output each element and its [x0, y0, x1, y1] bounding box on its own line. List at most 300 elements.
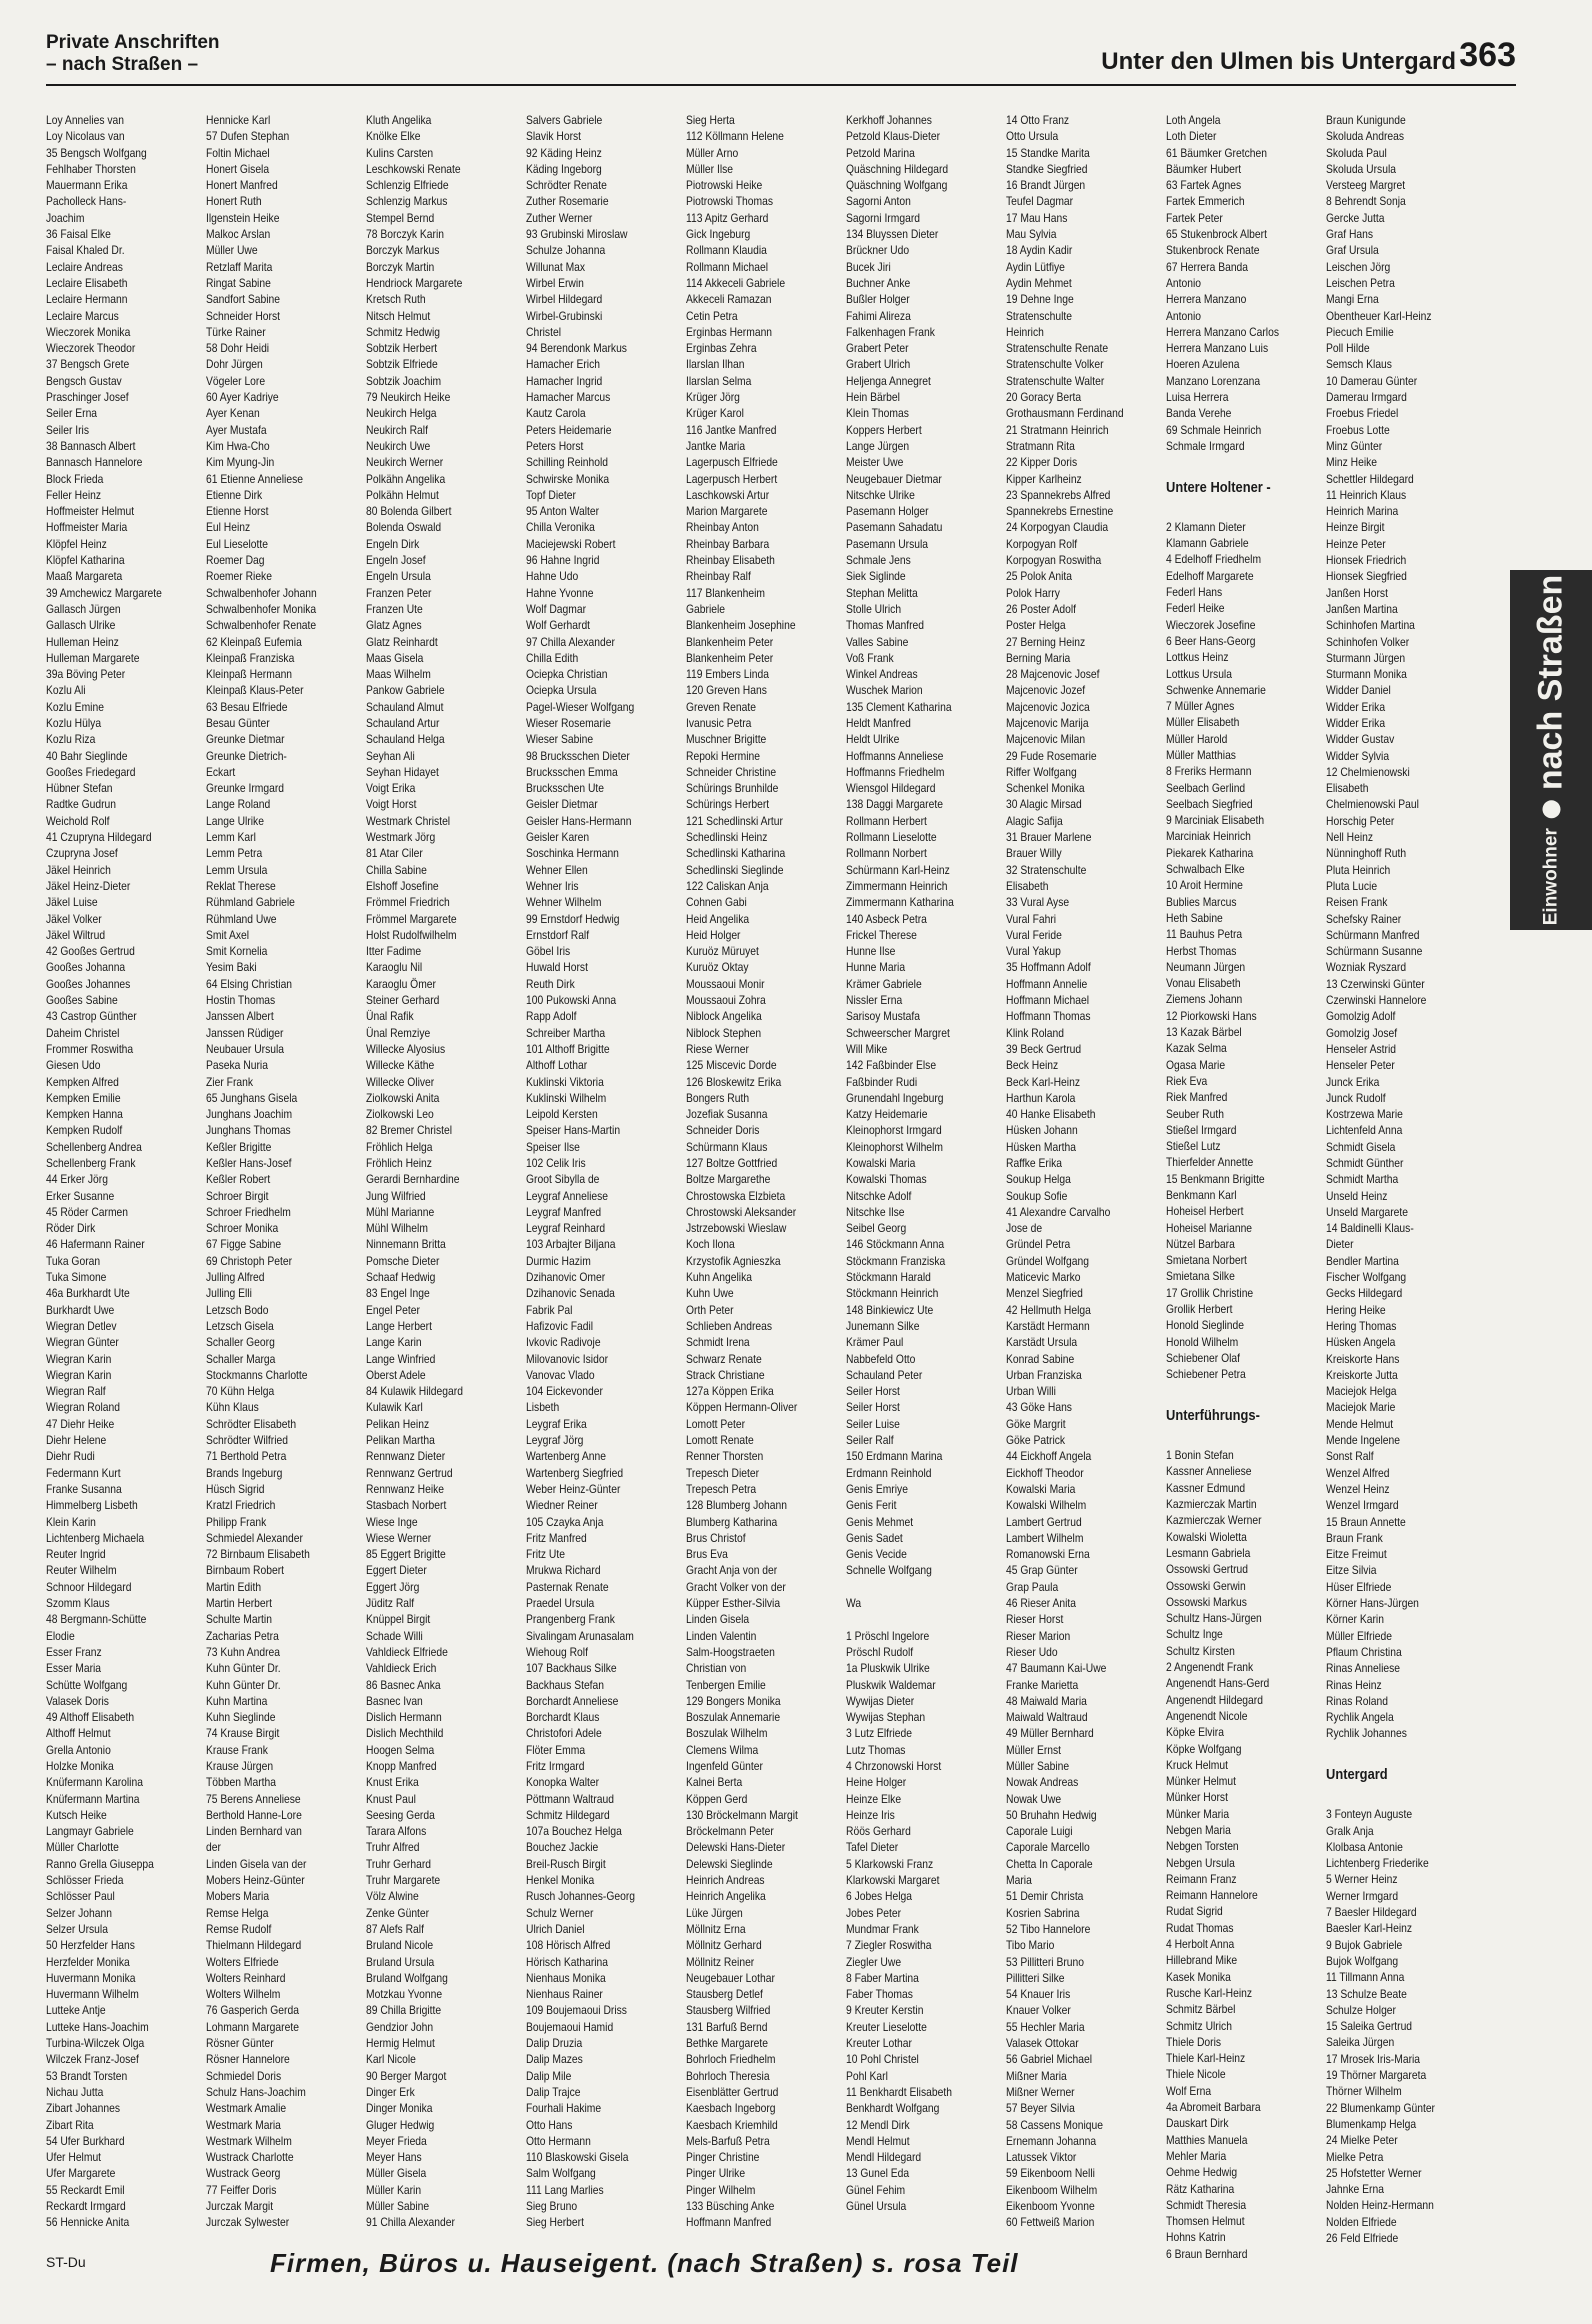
resident-entry: Wenzel Irmgard	[1326, 1498, 1399, 1513]
resident-entry: Lohmann Margarete	[206, 2019, 299, 2034]
resident-entry: Lemm Ursula	[206, 862, 268, 877]
resident-entry: Willecke Alyosius	[366, 1041, 446, 1056]
resident-entry: Kratzl Friedrich	[206, 1498, 276, 1513]
resident-entry: Hüsken Johann	[1006, 1123, 1078, 1138]
resident-entry: Gomolzig Josef	[1326, 1025, 1398, 1040]
resident-entry: Schinhofen Martina	[1326, 618, 1415, 633]
resident-entry: 77 Feiffer Doris	[206, 2182, 277, 2197]
resident-entry: Sturmann Monika	[1326, 667, 1407, 682]
resident-entry: Lambert Gertrud	[1006, 1514, 1082, 1529]
resident-entry: Federmann Kurt	[46, 1465, 121, 1480]
resident-entry: Petzold Klaus-Dieter	[846, 129, 941, 144]
resident-entry: Wirbel Erwin	[526, 275, 584, 290]
resident-entry: Poll Hilde	[1326, 341, 1370, 356]
resident-entry: 42 Hellmuth Helga	[1006, 1302, 1091, 1317]
resident-entry: 55 Reckardt Emil	[46, 2182, 125, 2197]
resident-entry: 19 Dehne Inge	[1006, 292, 1074, 307]
resident-entry: Franke Marietta	[1006, 1677, 1079, 1692]
resident-entry: Ogasa Marie	[1166, 1057, 1226, 1072]
resident-entry: Lichtenfeld Anna	[1326, 1123, 1403, 1138]
resident-entry: Skoluda Ursula	[1326, 161, 1396, 176]
resident-entry: Rösner Hannelore	[206, 2052, 290, 2067]
resident-entry: Brands Ingeburg	[206, 1465, 283, 1480]
resident-entry: Unseld Heinz	[1326, 1188, 1388, 1203]
resident-entry: Nützel Barbara	[1166, 1236, 1235, 1251]
resident-entry: Kleinpaß Hermann	[206, 667, 293, 682]
resident-entry: Angenendt Hildegard	[1166, 1692, 1263, 1707]
resident-entry: Tafel Dieter	[846, 1840, 899, 1855]
resident-entry: Kuhn Sieglinde	[206, 1710, 276, 1725]
resident-entry: Lange Ulrike	[206, 813, 264, 828]
resident-entry: Hillebrand Mike	[1166, 1953, 1238, 1968]
resident-entry: Pasemann Sahadatu	[846, 520, 943, 535]
resident-entry: Stratenschulte Renate	[1006, 341, 1109, 356]
resident-entry: Knüfermann Karolina	[46, 1775, 143, 1790]
resident-entry: Jäkel Luise	[46, 895, 98, 910]
resident-entry: Tuka Simone	[46, 1270, 107, 1285]
resident-entry: Knölke Elke	[366, 129, 421, 144]
directory-column	[1326, 112, 1477, 2245]
resident-entry: 135 Clement Katharina	[846, 699, 952, 714]
resident-entry: Schwalbenhofer Monika	[206, 601, 317, 616]
resident-entry: Elisabeth	[1006, 878, 1049, 893]
resident-entry: Seiler Horst	[846, 1384, 900, 1399]
resident-entry: Lomott Renate	[686, 1433, 754, 1448]
resident-entry: Daheim Christel	[46, 1025, 120, 1040]
resident-entry: Widder Erika	[1326, 715, 1386, 730]
resident-entry: Linden Gisela van der	[206, 1856, 307, 1871]
resident-entry: 7 Ziegler Roswitha	[846, 1938, 932, 1953]
resident-entry: Rollmann Norbert	[846, 846, 927, 861]
resident-entry: Mißner Werner	[1006, 2084, 1075, 2099]
resident-entry: 38 Bannasch Albert	[46, 438, 136, 453]
resident-entry: Wiese Werner	[366, 1530, 432, 1545]
resident-entry: Schmitz Hildegard	[526, 1807, 610, 1822]
resident-entry: 95 Anton Walter	[526, 504, 600, 519]
resident-entry: Smit Axel	[206, 927, 250, 942]
resident-entry: 26 Poster Adolf	[1006, 601, 1076, 616]
resident-entry: Schmitz Bärbel	[1166, 2002, 1236, 2017]
resident-entry: Kleinophorst Wilhelm	[846, 1139, 943, 1154]
resident-entry: Piecuch Emilie	[1326, 324, 1394, 339]
resident-entry: Zacharias Petra	[206, 1628, 279, 1643]
resident-entry: Widder Gustav	[1326, 732, 1395, 747]
resident-entry: Marion Margarete	[686, 504, 768, 519]
resident-entry: Ufer Helmut	[46, 2150, 102, 2165]
directory-column	[206, 112, 357, 2232]
resident-entry: Quäschning Wolfgang	[846, 178, 948, 193]
resident-entry: Möllnitz Gerhard	[686, 1938, 762, 1953]
resident-entry: Möllnitz Erna	[686, 1921, 746, 1936]
resident-entry: Speiser Hans-Martin	[526, 1123, 621, 1138]
resident-entry: Nebgen Ursula	[1166, 1855, 1235, 1870]
resident-entry: Sandfort Sabine	[206, 292, 281, 307]
resident-entry: Pöttmann Waltraud	[526, 1791, 614, 1806]
resident-entry: Niblock Angelika	[686, 1009, 762, 1024]
resident-entry: Erginbas Zehra	[686, 341, 757, 356]
resident-entry: Pluta Lucie	[1326, 878, 1378, 893]
resident-entry: Kutsch Heike	[46, 1807, 107, 1822]
resident-entry: 65 Junghans Gisela	[206, 1090, 298, 1105]
resident-entry: 13 Schulze Beate	[1326, 1986, 1407, 2001]
resident-entry: 8 Behrendt Sonja	[1326, 194, 1406, 209]
resident-entry: 21 Stratmann Heinrich	[1006, 422, 1109, 437]
resident-entry: Kruck Helmut	[1166, 1757, 1228, 1772]
resident-entry: Nienhaus Rainer	[526, 1987, 603, 2002]
resident-entry: Bucek Jiri	[846, 259, 891, 274]
resident-entry: Leygraf Reinhard	[526, 1221, 606, 1236]
resident-entry: Smietana Norbert	[1166, 1253, 1247, 1268]
resident-entry: Wieczorek Theodor	[46, 341, 136, 356]
resident-entry: 107a Bouchez Helga	[526, 1824, 622, 1839]
resident-entry: Flöter Emma	[526, 1742, 586, 1757]
resident-entry: Mendl Helmut	[846, 2133, 910, 2148]
resident-entry: Knust Paul	[366, 1791, 416, 1806]
resident-entry: Majcenovic Marija	[1006, 715, 1089, 730]
resident-entry: Besau Günter	[206, 715, 270, 730]
resident-entry: Stratmann Rita	[1006, 438, 1075, 453]
resident-entry: 9 Marciniak Elisabeth	[1166, 813, 1265, 828]
resident-entry: 6 Jobes Helga	[846, 1889, 912, 1904]
resident-entry: Martin Edith	[206, 1579, 262, 1594]
resident-entry: Henseler Astrid	[1326, 1041, 1396, 1056]
resident-entry: Breil-Rusch Birgit	[526, 1856, 606, 1871]
resident-entry: Oberst Adele	[366, 1367, 426, 1382]
resident-entry: Krause Frank	[206, 1742, 268, 1757]
resident-entry: 10 Aroit Hermine	[1166, 878, 1243, 893]
resident-entry: Seiler Horst	[846, 1400, 900, 1415]
resident-entry: Schlieben Andreas	[686, 1318, 773, 1333]
resident-entry: Smietana Silke	[1166, 1269, 1235, 1284]
resident-entry: Moussaoui Zohra	[686, 993, 766, 1008]
resident-entry: 43 Castrop Günther	[46, 1009, 137, 1024]
resident-entry: Vahldieck Erich	[366, 1661, 437, 1676]
resident-entry: Gecks Hildegard	[1326, 1286, 1403, 1301]
resident-entry: Ossowski Gerwin	[1166, 1578, 1246, 1593]
resident-entry: Gooßes Friedegard	[46, 764, 136, 779]
resident-entry: Pflaum Christina	[1326, 1644, 1402, 1659]
resident-entry: Krüger Jörg	[686, 390, 740, 405]
resident-entry: Hionsek Siegfried	[1326, 569, 1407, 584]
resident-entry: Schilling Reinhold	[526, 455, 609, 470]
resident-entry: Leygraf Erika	[526, 1416, 587, 1431]
resident-entry: 84 Kulawik Hildegard	[366, 1384, 463, 1399]
resident-entry: Riek Eva	[1166, 1073, 1208, 1088]
resident-entry: Mühl Marianne	[366, 1204, 435, 1219]
resident-entry: Stratenschulte Walter	[1006, 373, 1105, 388]
resident-entry: Stöckmann Franziska	[846, 1253, 946, 1268]
resident-entry: Otto Hermann	[526, 2133, 591, 2148]
resident-entry: Schmidt Martha	[1326, 1172, 1399, 1187]
resident-entry: 65 Stukenbrock Albert	[1166, 227, 1267, 242]
resident-entry: Grollik Herbert	[1166, 1302, 1233, 1317]
resident-entry: Piotrowski Heike	[686, 178, 763, 193]
resident-entry: 110 Blaskowski Gisela	[526, 2150, 629, 2165]
resident-entry: Sieg Herbert	[526, 2215, 584, 2230]
resident-entry: 33 Vural Ayse	[1006, 895, 1070, 910]
resident-entry: Frömmel Friedrich	[366, 895, 450, 910]
resident-entry: 45 Grap Günter	[1006, 1563, 1078, 1578]
resident-entry	[1166, 1383, 1317, 1399]
resident-entry: Zibart Rita	[46, 2117, 94, 2132]
resident-entry: Sturmann Jürgen	[1326, 650, 1406, 665]
resident-entry: Elodie	[46, 1628, 75, 1643]
resident-entry: Schade Willi	[366, 1628, 423, 1643]
resident-entry: Fritz Irmgard	[526, 1758, 585, 1773]
resident-entry: Maciejok Marie	[1326, 1400, 1396, 1415]
resident-entry: Block Frieda	[46, 471, 104, 486]
resident-entry: der	[206, 1840, 221, 1855]
resident-entry: 142 Faßbinder Else	[846, 1058, 937, 1073]
resident-entry: Cetin Petra	[686, 308, 738, 323]
resident-entry: Vanovac Vlado	[526, 1367, 595, 1382]
resident-entry: 113 Apitz Gerhard	[686, 210, 769, 225]
resident-entry: Maria	[1006, 1873, 1032, 1888]
resident-entry: Rudat Sigrid	[1166, 1904, 1223, 1919]
resident-entry: 76 Gasperich Gerda	[206, 2003, 299, 2018]
resident-entry: Krüger Karol	[686, 406, 744, 421]
resident-entry: 73 Kuhn Andrea	[206, 1644, 281, 1659]
resident-entry: Hüsch Sigrid	[206, 1481, 265, 1496]
resident-entry: Müller Arno	[686, 145, 739, 160]
resident-entry: Erginbas Hermann	[686, 324, 773, 339]
resident-entry: Knüfermann Martina	[46, 1791, 140, 1806]
resident-entry	[846, 1579, 997, 1595]
resident-entry: Kasek Monika	[1166, 1969, 1231, 1984]
resident-entry: Heinze Birgit	[1326, 520, 1385, 535]
resident-entry: Hennicke Karl	[206, 113, 271, 127]
resident-entry: Wartenberg Siegfried	[526, 1465, 624, 1480]
resident-entry: Nitschke Adolf	[846, 1188, 912, 1203]
resident-entry: 83 Engel Inge	[366, 1286, 430, 1301]
resident-entry: Ninnemann Britta	[366, 1237, 446, 1252]
resident-entry: Seyhan Hidayet	[366, 764, 439, 779]
resident-entry: Rollmann Michael	[686, 259, 769, 274]
resident-entry: Backhaus Stefan	[526, 1677, 605, 1692]
resident-entry: Hoffmeister Helmut	[46, 504, 135, 519]
resident-entry: Rollmann Klaudia	[686, 243, 767, 258]
resident-entry: Schefsky Rainer	[1326, 911, 1402, 926]
resident-entry: 92 Käding Heinz	[526, 145, 602, 160]
resident-entry: Riffer Wolfgang	[1006, 764, 1077, 779]
resident-entry: Faßbinder Rudi	[846, 1074, 918, 1089]
resident-entry: Rollmann Lieselotte	[846, 830, 937, 845]
resident-entry: Thiele Karl-Heinz	[1166, 2051, 1246, 2066]
resident-entry: Wirbel-Grubinski	[526, 308, 603, 323]
resident-entry: Althoff Lothar	[526, 1058, 588, 1073]
resident-entry: Reimann Hannelore	[1166, 1888, 1258, 1903]
resident-entry: Radtke Gudrun	[46, 797, 116, 812]
resident-entry: Geisler Hans-Hermann	[526, 813, 632, 828]
resident-entry: 46 Rieser Anita	[1006, 1596, 1076, 1611]
resident-entry: Körner Hans-Jürgen	[1326, 1596, 1419, 1611]
resident-entry: Lange Jürgen	[846, 438, 910, 453]
resident-entry: Kempken Emilie	[46, 1090, 121, 1105]
resident-entry: Rheinbay Elisabeth	[686, 553, 775, 568]
resident-entry: Gick Ingeburg	[686, 227, 751, 242]
resident-entry: Urban Willi	[1006, 1384, 1056, 1399]
resident-entry: Wirbel Hildegard	[526, 292, 603, 307]
resident-entry: Geisler Karen	[526, 830, 590, 845]
resident-entry: Borchardt Anneliese	[526, 1693, 619, 1708]
resident-entry: Leschkowski Renate	[366, 161, 461, 176]
page-number: 363	[1459, 36, 1516, 74]
resident-entry: Müller Ernst	[1006, 1742, 1062, 1757]
resident-entry: Truhr Alfred	[366, 1840, 420, 1855]
resident-entry: Borczyk Markus	[366, 243, 440, 258]
resident-entry: Nitsch Helmut	[366, 308, 431, 323]
resident-entry: Müller Elisabeth	[1166, 715, 1240, 730]
resident-entry: Kluth Angelika	[366, 113, 432, 127]
resident-entry: 8 Freriks Hermann	[1166, 764, 1252, 779]
resident-entry: Wiedner Reiner	[526, 1498, 598, 1513]
resident-entry: Steiner Gerhard	[366, 993, 440, 1008]
resident-entry: Klink Roland	[1006, 1025, 1064, 1040]
resident-entry: Jäkel Wiltrud	[46, 927, 106, 942]
resident-entry: 43 Göke Hans	[1006, 1400, 1072, 1415]
directory-columns	[46, 112, 1496, 2261]
resident-entry: Wehner Iris	[526, 878, 579, 893]
resident-entry: Többen Martha	[206, 1775, 276, 1790]
resident-entry: Heid Angelika	[686, 911, 750, 926]
resident-entry: Motzkau Yvonne	[366, 1987, 443, 2002]
resident-entry: 116 Jantke Manfred	[686, 422, 777, 437]
resident-entry: Fritz Manfred	[526, 1530, 587, 1545]
resident-entry: Pankow Gabriele	[366, 683, 445, 698]
resident-entry: Lagerpusch Herbert	[686, 471, 778, 486]
resident-entry: Hunne Maria	[846, 960, 906, 975]
resident-entry: Westmark Maria	[206, 2117, 281, 2132]
resident-entry: Herbst Thomas	[1166, 943, 1237, 958]
resident-entry: Dislich Mechthild	[366, 1726, 444, 1741]
resident-entry: Braun Frank	[1326, 1530, 1383, 1545]
resident-entry: Heinrich Andreas	[686, 1873, 765, 1888]
resident-entry: Honert Manfred	[206, 178, 278, 193]
resident-entry: Klöpfel Katharina	[46, 553, 125, 568]
resident-entry: Will Mike	[846, 1041, 888, 1056]
resident-entry: Schiebener Petra	[1166, 1367, 1246, 1382]
resident-entry: 46 Hafermann Rainer	[46, 1237, 145, 1252]
resident-entry: Genis Mehmet	[846, 1514, 914, 1529]
resident-entry: 127 Boltze Gottfried	[686, 1156, 778, 1170]
resident-entry: Krämer Gabriele	[846, 976, 922, 991]
resident-entry: Vahldieck Elfriede	[366, 1644, 448, 1659]
resident-entry: 130 Bröckelmann Margit	[686, 1807, 798, 1822]
resident-entry: Gracht Anja von der	[686, 1563, 778, 1578]
resident-entry: 6 Beer Hans-Georg	[1166, 633, 1256, 648]
resident-entry: Wieser Rosemarie	[526, 715, 611, 730]
resident-entry: Stolle Ulrich	[846, 601, 902, 616]
resident-entry: Dalip Mazes	[526, 2052, 583, 2067]
resident-entry: Seuber Ruth	[1166, 1106, 1224, 1121]
resident-entry: Schroer Birgit	[206, 1188, 269, 1203]
resident-entry: 98 Brucksschen Dieter	[526, 748, 630, 763]
resident-entry: Tenbergen Emilie	[686, 1677, 766, 1692]
resident-entry: Nünninghoff Ruth	[1326, 846, 1407, 861]
resident-entry: Schedlinski Katharina	[686, 846, 786, 861]
resident-entry: Völz Alwine	[366, 1889, 419, 1904]
resident-entry: Karaoglu Nil	[366, 960, 423, 975]
resident-entry: Linden Bernhard van	[206, 1824, 302, 1839]
resident-entry	[1326, 1742, 1477, 1758]
resident-entry: Eickhoff Theodor	[1006, 1465, 1084, 1480]
resident-entry: Wolf Gerhardt	[526, 618, 591, 633]
resident-entry: Honold Wilhelm	[1166, 1334, 1239, 1349]
resident-entry: 126 Bloskewitz Erika	[686, 1074, 782, 1089]
resident-entry: Ilarslan Selma	[686, 373, 752, 388]
resident-entry: Kim Hwa-Cho	[206, 438, 270, 453]
resident-entry: Koppers Herbert	[846, 422, 922, 437]
resident-entry: 30 Alagic Mirsad	[1006, 797, 1082, 812]
resident-entry: 60 Fettweiß Marion	[1006, 2215, 1095, 2230]
resident-entry: 4a Abromeit Barbara	[1166, 2100, 1261, 2115]
resident-entry: Ayer Mustafa	[206, 422, 267, 437]
resident-entry: Kazmierczak Werner	[1166, 1513, 1262, 1528]
resident-entry: 12 Chelmienowski	[1326, 764, 1410, 779]
resident-entry: Wiegran Karin	[46, 1351, 112, 1366]
resident-entry: Rühmland Gabriele	[206, 895, 295, 910]
resident-entry: Rätz Katharina	[1166, 2181, 1235, 2196]
resident-entry: Stockmanns Charlotte	[206, 1367, 308, 1382]
resident-entry: 13 Kazak Bärbel	[1166, 1025, 1242, 1040]
resident-entry: Wolf Erna	[1166, 2083, 1212, 2098]
resident-entry: 112 Köllmann Helene	[686, 129, 784, 144]
resident-entry: Hoffmann Thomas	[1006, 1009, 1091, 1024]
resident-entry: 63 Fartek Agnes	[1166, 178, 1242, 193]
resident-entry: Kuruöz Oktay	[686, 960, 749, 975]
resident-entry: Kowalski Maria	[846, 1156, 916, 1170]
resident-entry: Neugebauer Dietmar	[846, 471, 942, 486]
resident-entry: 26 Feld Elfriede	[1326, 2231, 1399, 2245]
resident-entry: Schultz Inge	[1166, 1627, 1223, 1642]
resident-entry: Karaoglu Ömer	[366, 976, 436, 991]
resident-entry: 48 Bergmann-Schütte	[46, 1612, 147, 1627]
resident-entry: Knauer Volker	[1006, 2003, 1071, 2018]
resident-entry: Schenkel Monika	[1006, 781, 1085, 796]
resident-entry: Paseka Nuria	[206, 1058, 268, 1073]
resident-entry: 59 Eikenboom Nelli	[1006, 2166, 1095, 2181]
resident-entry: Röder Dirk	[46, 1221, 96, 1236]
resident-entry: Ilarslan Ilhan	[686, 357, 745, 372]
resident-entry: Schlenzig Elfriede	[366, 178, 449, 193]
resident-entry: Schmidt Gisela	[1326, 1139, 1396, 1154]
directory-column	[526, 112, 677, 2232]
resident-entry: Strack Christiane	[686, 1367, 765, 1382]
resident-entry: Hafizovic Fadil	[526, 1318, 594, 1333]
resident-entry: Fischer Wolfgang	[1326, 1270, 1407, 1285]
resident-entry: Czupryna Josef	[46, 846, 118, 861]
resident-entry: Herrera Manzano Carlos	[1166, 324, 1279, 339]
resident-entry: Chelmienowski Paul	[1326, 797, 1419, 812]
resident-entry: Kassner Edmund	[1166, 1480, 1246, 1495]
resident-entry: Knüppel Birgit	[366, 1612, 431, 1627]
resident-entry: Froebus Friedel	[1326, 406, 1399, 421]
resident-entry: 11 Tillmann Anna	[1326, 1970, 1405, 1985]
resident-entry: Nitschke Ulrike	[846, 487, 915, 502]
resident-entry: Pillitteri Silke	[1006, 1970, 1065, 1985]
resident-entry: Birnbaum Robert	[206, 1563, 285, 1578]
resident-entry: Boujemaoui Hamid	[526, 2019, 614, 2034]
resident-entry: Polok Harry	[1006, 585, 1060, 600]
resident-entry: Wolters Reinhard	[206, 1970, 286, 1985]
resident-entry: 13 Gunel Eda	[846, 2166, 910, 2181]
resident-entry: Letzsch Gisela	[206, 1318, 274, 1333]
resident-entry: Karl Nicole	[366, 2052, 416, 2067]
resident-entry: Henkel Monika	[526, 1873, 595, 1888]
resident-entry: Franzen Ute	[366, 601, 423, 616]
resident-entry: 37 Bengsch Grete	[46, 357, 130, 372]
resident-entry: Koch Ilona	[686, 1237, 735, 1252]
